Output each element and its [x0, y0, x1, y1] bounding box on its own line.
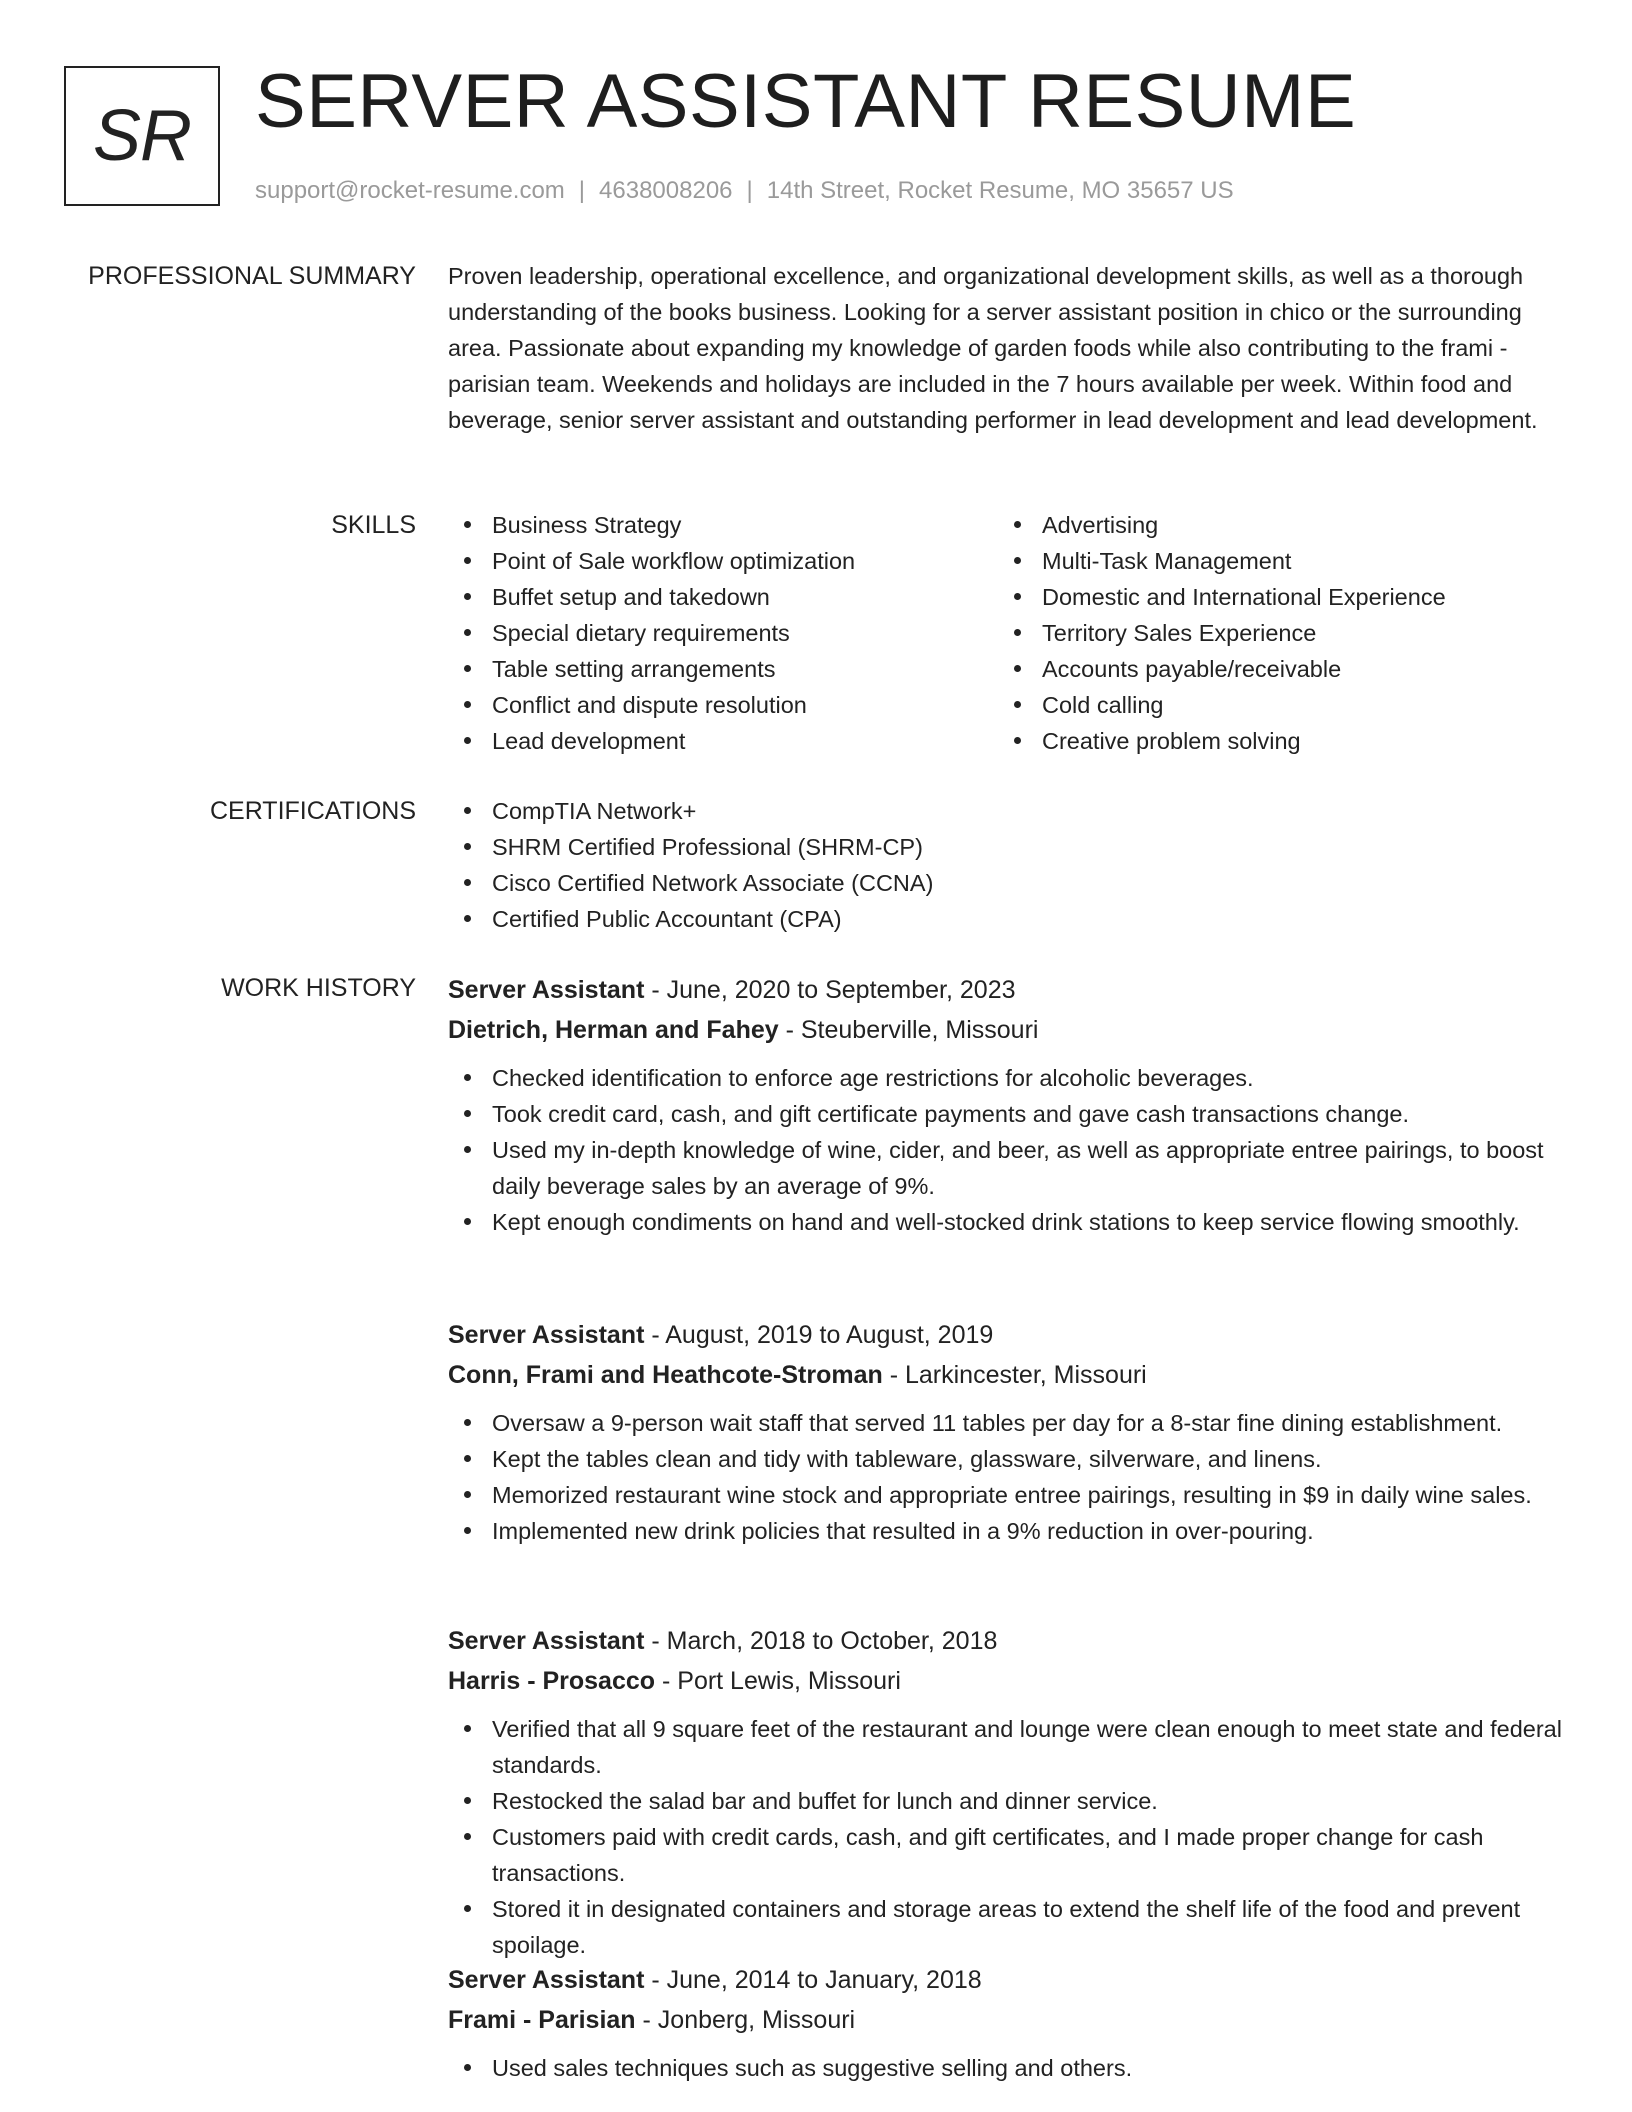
- job-title-line: [448, 1960, 1568, 2000]
- job-duty-item: Oversaw a 9-person wait staff that served 11 tables per day for a 8-star fine dining establishment.: [448, 1405, 1568, 1441]
- job-title: Server Assistant: [448, 1627, 645, 1655]
- skills-heading: SKILLS: [331, 511, 416, 539]
- job-company-line: [448, 1355, 1568, 1395]
- certification-item: SHRM Certified Professional (SHRM-CP): [448, 829, 1568, 865]
- skills-body: [448, 507, 1568, 759]
- skill-item: Lead development: [448, 723, 998, 759]
- job-location: - Steuberville, Missouri: [778, 1016, 1039, 1044]
- skills-list-right: [998, 507, 1548, 759]
- certifications-heading: CERTIFICATIONS: [209, 797, 416, 825]
- job-entry: [448, 1621, 1568, 1963]
- job-duties-list: [448, 1060, 1568, 1240]
- job-dates: - March, 2018 to October, 2018: [644, 1627, 998, 1655]
- job-duty-item: Implemented new drink policies that resulted in a 9% reduction in over-pouring.: [448, 1513, 1568, 1549]
- certification-item: CompTIA Network+: [448, 793, 1568, 829]
- job-duty-item: Checked identification to enforce age restrictions for alcoholic beverages.: [448, 1060, 1568, 1096]
- job-company: Conn, Frami and Heathcote-Stroman: [448, 1361, 883, 1389]
- job-dates: - August, 2019 to August, 2019: [644, 1321, 994, 1349]
- job-title: Server Assistant: [448, 1966, 645, 1994]
- summary-text: Proven leadership, operational excellence, and organizational development skills, as well as a thorough understanding of the books business. Looking for a server assistant position in chico or the surrounding area. Passionate about expanding my knowledge of garden foods while also contributing to the frami - parisian team. Weekends and holidays are included in the 7 hours available per week. Within food and beverage, senior server assistant and outstanding performer in lead development and lead development.: [448, 263, 1538, 433]
- job-title-line: [448, 1621, 1568, 1661]
- job-duties-list: [448, 1405, 1568, 1549]
- job-dates: - June, 2014 to January, 2018: [644, 1966, 982, 1994]
- job-company: Harris - Prosacco: [448, 1667, 656, 1695]
- skill-item: Business Strategy: [448, 507, 998, 543]
- skill-item: Creative problem solving: [998, 723, 1548, 759]
- skill-item: Multi-Task Management: [998, 543, 1548, 579]
- skill-item: Special dietary requirements: [448, 615, 998, 651]
- contact-separator: |: [578, 177, 586, 204]
- job-company-line: [448, 2000, 1568, 2040]
- job-duty-item: Restocked the salad bar and buffet for lunch and dinner service.: [448, 1783, 1568, 1819]
- job-title: Server Assistant: [448, 976, 645, 1004]
- job-duty-item: Kept the tables clean and tidy with tableware, glassware, silverware, and linens.: [448, 1441, 1568, 1477]
- job-entry: [448, 970, 1568, 1240]
- job-location: - Jonberg, Missouri: [635, 2006, 856, 2034]
- job-duty-item: Verified that all 9 square feet of the restaurant and lounge were clean enough to meet state and federal standards.: [448, 1711, 1568, 1783]
- resume-title: SERVER ASSISTANT RESUME: [255, 59, 1357, 144]
- job-company-line: [448, 1010, 1568, 1050]
- job-entry: [448, 1315, 1568, 1549]
- skill-item: Territory Sales Experience: [998, 615, 1548, 651]
- skill-item: Accounts payable/receivable: [998, 651, 1548, 687]
- contact-address: 14th Street, Rocket Resume, MO 35657 US: [766, 177, 1234, 204]
- skill-item: Point of Sale workflow optimization: [448, 543, 998, 579]
- job-duty-item: Memorized restaurant wine stock and appropriate entree pairings, resulting in $9 in daily wine sales.: [448, 1477, 1568, 1513]
- initials-monogram: [64, 66, 220, 206]
- skill-item: Cold calling: [998, 687, 1548, 723]
- work-history-heading: WORK HISTORY: [221, 974, 416, 1002]
- job-title-line: [448, 1315, 1568, 1355]
- summary-body: [448, 258, 1568, 438]
- summary-heading: PROFESSIONAL SUMMARY: [88, 262, 416, 290]
- job-title: Server Assistant: [448, 1321, 645, 1349]
- job-duty-item: Used my in-depth knowledge of wine, cider, and beer, as well as appropriate entree pairings, to boost daily beverage sales by an average of 9%.: [448, 1132, 1568, 1204]
- contact-email[interactable]: support@rocket-resume.com: [255, 177, 565, 204]
- contact-separator: |: [746, 177, 753, 204]
- skill-item: Domestic and International Experience: [998, 579, 1548, 615]
- job-duty-item: Took credit card, cash, and gift certificate payments and gave cash transactions change.: [448, 1096, 1568, 1132]
- certifications-body: [448, 793, 1568, 937]
- skills-list-left: [448, 507, 998, 759]
- job-duties-list: [448, 2050, 1568, 2086]
- job-duty-item: Used sales techniques such as suggestive selling and others.: [448, 2050, 1568, 2086]
- certification-item: Certified Public Accountant (CPA): [448, 901, 1568, 937]
- job-location: - Larkincester, Missouri: [882, 1361, 1147, 1389]
- job-dates: - June, 2020 to September, 2023: [644, 976, 1016, 1004]
- job-duties-list: [448, 1711, 1568, 1963]
- job-duty-item: Customers paid with credit cards, cash, and gift certificates, and I made proper change for cash transactions.: [448, 1819, 1568, 1891]
- skill-item: Conflict and dispute resolution: [448, 687, 998, 723]
- job-company: Frami - Parisian: [448, 2006, 636, 2034]
- certifications-list: [448, 793, 1568, 937]
- job-title-line: [448, 970, 1568, 1010]
- skill-item: Table setting arrangements: [448, 651, 998, 687]
- job-company: Dietrich, Herman and Fahey: [448, 1016, 779, 1044]
- contact-line: [255, 174, 1234, 208]
- certification-item: Cisco Certified Network Associate (CCNA): [448, 865, 1568, 901]
- skill-item: Buffet setup and takedown: [448, 579, 998, 615]
- job-duty-item: Stored it in designated containers and storage areas to extend the shelf life of the food and prevent spoilage.: [448, 1891, 1568, 1963]
- skill-item: Advertising: [998, 507, 1548, 543]
- contact-phone[interactable]: 4638008206: [599, 177, 733, 204]
- job-location: - Port Lewis, Missouri: [655, 1667, 901, 1695]
- initials-text: SR: [92, 96, 192, 176]
- job-duty-item: Kept enough condiments on hand and well-stocked drink stations to keep service flowing smoothly.: [448, 1204, 1568, 1240]
- job-company-line: [448, 1661, 1568, 1701]
- job-entry: [448, 1960, 1568, 2086]
